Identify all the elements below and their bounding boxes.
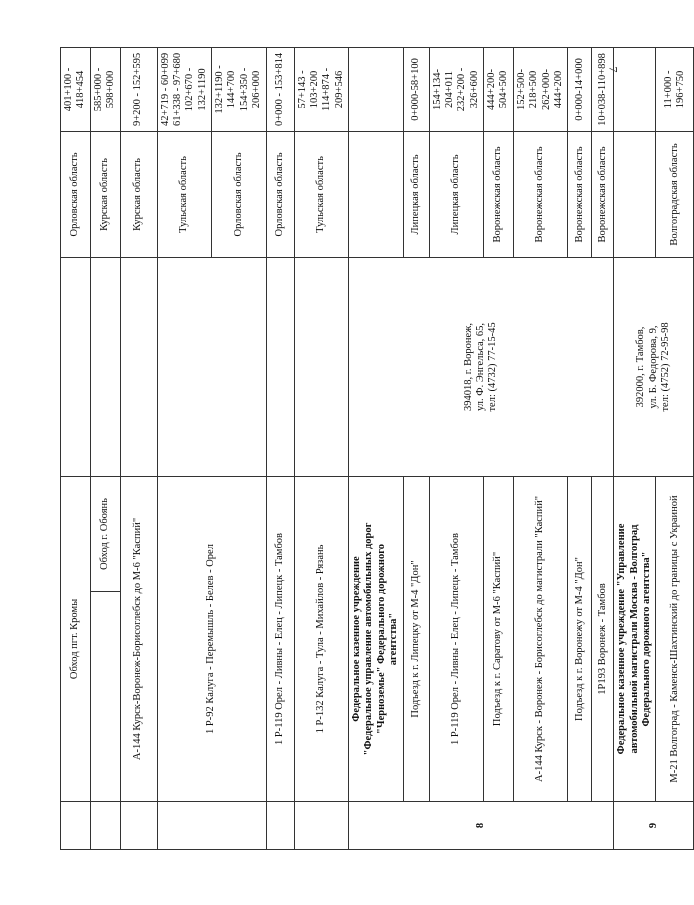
km-cell: 0+000-14+000 — [568, 47, 592, 131]
table-row — [349, 47, 404, 849]
org-name-line: автомобильной магистрали Москва - Волгоград — [628, 524, 640, 754]
km-cell: 585+000 - 598+000 — [90, 47, 120, 131]
rotated-table-wrapper — [60, 48, 686, 850]
table-row — [90, 47, 120, 849]
region-cell: Орловская область — [266, 131, 294, 257]
road-cell: 1Р193 Воронеж - Тамбов — [592, 476, 614, 801]
km-cell — [429, 47, 484, 131]
region-cell: Липецкая область — [429, 131, 484, 257]
region-cell: Воронежская область — [568, 131, 592, 257]
address-line: ул. Б. Федорова, 9, — [647, 325, 659, 409]
region-cell: Воронежская область — [592, 131, 614, 257]
org-name-line: Федеральное казенное учреждение — [351, 556, 362, 722]
road-cell: Обход г. Обоянь — [90, 476, 120, 591]
org-address — [349, 257, 614, 476]
address-cell — [266, 257, 294, 476]
num-cell — [90, 802, 120, 850]
km-cell — [212, 47, 267, 131]
road-cell: 1 Р-119 Орел - Ливны - Елец - Липецк - Тамбов — [266, 476, 294, 801]
km-cell: 401+100 - 418+454 — [61, 47, 91, 131]
region-cell: Тульская область — [294, 131, 349, 257]
km-cell: 0+000-58+100 — [403, 47, 429, 131]
km-cell: 9+200 - 152+595 — [120, 47, 157, 131]
km-line: 102+670 - 132+1190 — [184, 67, 208, 112]
road-cell: А-144 Курск-Воронеж-Борисоглебск до М-6 "Каспий" — [120, 476, 157, 801]
empty-cell — [90, 592, 120, 802]
km-line: 114+874 - 209+546 — [321, 67, 345, 112]
km-line: 154+134-204+011 — [431, 69, 455, 110]
km-cell — [614, 47, 656, 131]
num-cell — [61, 802, 91, 850]
org-name — [349, 476, 404, 801]
num-cell — [266, 802, 294, 850]
km-line: 57+143 - 103+200 — [296, 70, 320, 109]
num-cell — [294, 802, 349, 850]
table-row — [157, 47, 212, 849]
km-cell — [349, 47, 404, 131]
roads-table — [60, 47, 694, 850]
org-name-line: "Черноземье" Федерального дорожного — [375, 544, 387, 734]
km-line: 154+350 - 206+000 — [238, 67, 263, 112]
km-cell — [157, 47, 212, 131]
address-line: тел: (4732) 77-15-45 — [487, 322, 499, 412]
km-line: 61+338 - 97+680 — [171, 52, 183, 127]
address-line: тел: (4752) 72-95-98 — [660, 322, 671, 412]
address-line: 394018, г. Воронеж, — [462, 322, 474, 411]
road-cell: Обход пгт. Кромы — [61, 476, 91, 801]
org-number: 9 — [614, 802, 694, 850]
region-cell — [349, 131, 404, 257]
region-cell: Воронежская область — [484, 131, 514, 257]
table-row — [61, 47, 91, 849]
address-cell — [294, 257, 349, 476]
org-name — [614, 476, 656, 801]
table-row — [266, 47, 294, 849]
address-line: ул. Ф. Энгельса, 65, — [474, 322, 486, 411]
address-cell — [120, 257, 157, 476]
km-cell: 444+200-504+500 — [484, 47, 514, 131]
km-line: 132+1190 - 144+700 — [214, 65, 238, 114]
region-cell: Тульская область — [157, 131, 212, 257]
org-name-line: Федерального дорожного агентства" — [641, 551, 652, 727]
road-cell: Подъезд к г. Воронежу от М-4 "Дон" — [568, 476, 592, 801]
table-row — [294, 47, 349, 849]
region-cell: Липецкая область — [403, 131, 429, 257]
road-cell: Подъезд к г. Липецку от М-4 "Дон" — [403, 476, 429, 801]
table-row — [120, 47, 157, 849]
region-cell: Волгоградская область — [656, 131, 694, 257]
org-name-line: агентства" — [388, 612, 400, 666]
road-cell: Подъезд к г. Саратову от М-6 "Каспий" — [484, 476, 514, 801]
km-line: 232+200 - 326+600 — [456, 67, 480, 112]
km-line: 262+000-444+200 — [540, 69, 564, 110]
org-address — [614, 257, 694, 476]
table-row — [614, 47, 656, 849]
org-number: 8 — [349, 802, 614, 850]
num-cell — [157, 802, 266, 850]
km-line: 42+719 - 60+099 — [159, 52, 171, 127]
km-cell — [294, 47, 349, 131]
road-cell: М-21 Волгоград - Каменск-Шахтинский до границы с Украиной — [656, 476, 694, 801]
km-cell — [513, 47, 568, 131]
road-cell: 1 Р-92 Калуга - Перемышль - Белев - Орел — [157, 476, 266, 801]
page-number: 7 — [606, 66, 621, 73]
num-cell — [120, 802, 157, 850]
region-cell — [614, 131, 656, 257]
address-cell — [61, 257, 91, 476]
region-cell: Воронежская область — [513, 131, 568, 257]
org-name-line: "Федеральное управление автомобильных дорог — [363, 522, 375, 756]
road-cell: А-144 Курск - Воронеж - Борисоглебск до магистрали "Каспий" — [513, 476, 568, 801]
address-line: 392000, г. Тамбов, — [635, 326, 647, 408]
region-cell: Орловская область — [61, 131, 91, 257]
region-cell: Курская область — [120, 131, 157, 257]
km-line: 152+500-218+500 — [515, 69, 540, 110]
region-cell: Орловская область — [212, 131, 267, 257]
road-cell: 1 Р-132 Калуга - Тула - Михайлов - Рязань — [294, 476, 349, 801]
region-cell: Курская область — [90, 131, 120, 257]
address-cell — [90, 257, 120, 476]
km-cell: 0+000 - 153+814 — [266, 47, 294, 131]
km-cell: 11+000 - 196+750 — [656, 47, 694, 131]
org-name-line: Федеральное казенное учреждение "Управление — [616, 523, 628, 755]
road-cell: 1 Р-119 Орел - Ливны - Елец - Липецк - Тамбов — [429, 476, 484, 801]
address-cell — [157, 257, 266, 476]
km-cell: 10+038-110+898 — [592, 47, 614, 131]
